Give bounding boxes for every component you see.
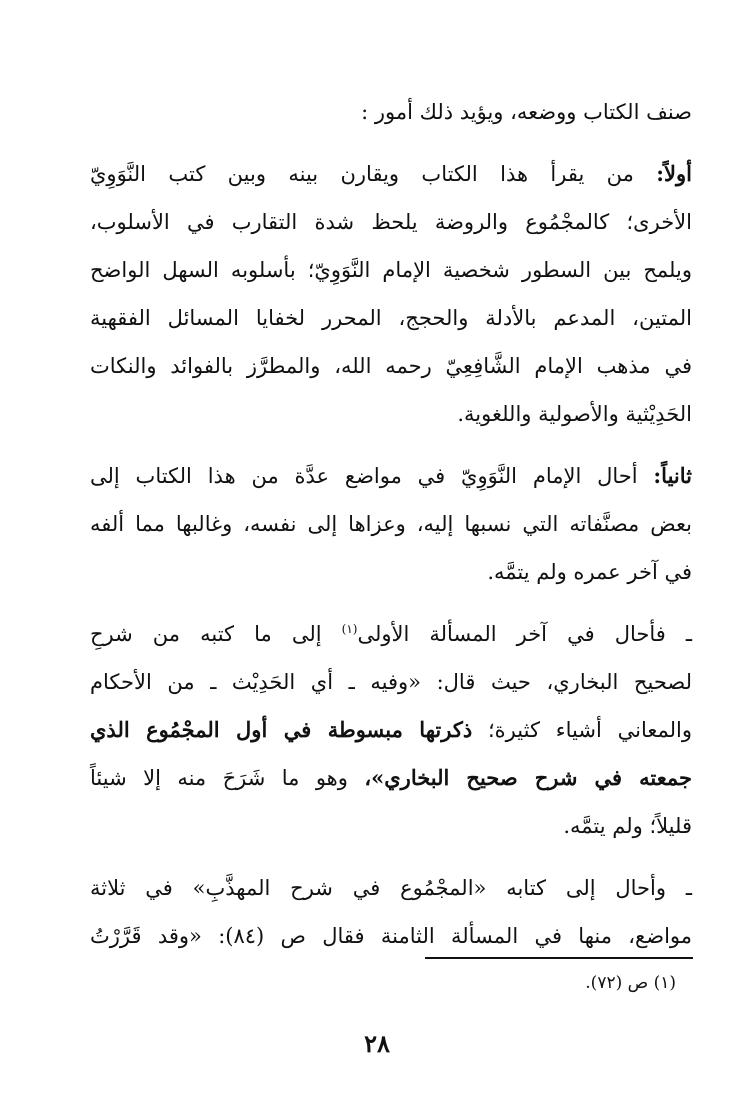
text-line <box>90 754 692 802</box>
page-body <box>90 88 692 960</box>
text-line: الأخرى؛ كالمجْمُوع والروضة يلحظ شدة التقارب في الأسلوب، <box>90 210 692 234</box>
text-run: إلى ما كتبه من شرحِ <box>90 622 322 646</box>
text-run-bold: ذكرتها مبسوطة في أول المجْمُوع الذي <box>90 717 473 742</box>
text-run: وهو ما شَرَحَ منه إلا شيئاً <box>90 766 348 790</box>
text-line: المتين، المدعم بالأدلة والحجج، المحرر لخفايا المسائل الفقهية <box>90 306 692 330</box>
paragraph-second <box>90 452 692 596</box>
text-run: والمعاني أشياء كثيرة؛ <box>488 718 692 742</box>
text-line: ـ وأحال إلى كتابه «المجْمُوع في شرح المهذَّبِ» في ثلاثة <box>90 876 692 900</box>
paragraph-third <box>90 610 692 850</box>
paragraph-label: ثانياً: <box>653 463 692 488</box>
text-line: في مذهب الإمام الشَّافِعِيّ رحمه الله، والمطرَّز بالفوائد والنكات <box>90 354 692 378</box>
text-line: بعض مصنَّفاته التي نسبها إليه، وعزاها إلى نفسه، وغالبها مما ألفه <box>90 512 692 536</box>
text-line: مواضع، منها في المسألة الثامنة فقال ص (٨٤): «وقد قَرَّرْتُ <box>90 924 692 948</box>
text-line <box>90 706 692 754</box>
paragraph-gap <box>90 438 692 452</box>
text-run-bold: جمعته في شرح صحيح البخاري»، <box>364 765 692 790</box>
text-line: ويلمح بين السطور شخصية الإمام النَّوَوِيّ؛ بأسلوبه السهل الواضح <box>90 258 692 282</box>
text-line: في آخر عمره ولم يتمَّه. <box>487 560 692 584</box>
text-line: الحَدِيْثية والأصولية واللغوية. <box>457 402 692 426</box>
text-line <box>90 150 692 198</box>
paragraph-label: أولاً: <box>656 161 692 186</box>
paragraph-first <box>90 150 692 438</box>
paragraph-gap <box>90 850 692 864</box>
paragraph-fourth <box>90 864 692 960</box>
footnote-divider <box>425 957 693 959</box>
text-line <box>90 610 692 658</box>
intro-line: صنف الكتاب ووضعه، ويؤيد ذلك أمور : <box>361 100 692 124</box>
text-run: من يقرأ هذا الكتاب ويقارن بينه وبين كتب النَّوَوِيّ <box>90 162 634 186</box>
page-number: ٢٨ <box>364 1029 390 1058</box>
text-run: ـ فأحال في آخر المسألة الأولى <box>357 622 692 646</box>
text-line: قليلاً؛ ولم يتمَّه. <box>563 814 692 838</box>
footnote-ref[interactable]: (١) <box>341 622 358 636</box>
footnote: (١) ص (٧٢). <box>585 973 676 993</box>
text-line <box>90 452 692 500</box>
text-run: أحال الإمام النَّوَوِيّ في مواضع عدَّة من هذا الكتاب إلى <box>90 464 638 488</box>
text-line: لصحيح البخاري، حيث قال: «وفيه ـ أي الحَدِيْث ـ من الأحكام <box>90 670 692 694</box>
paragraph-gap <box>90 136 692 150</box>
paragraph-gap <box>90 596 692 610</box>
